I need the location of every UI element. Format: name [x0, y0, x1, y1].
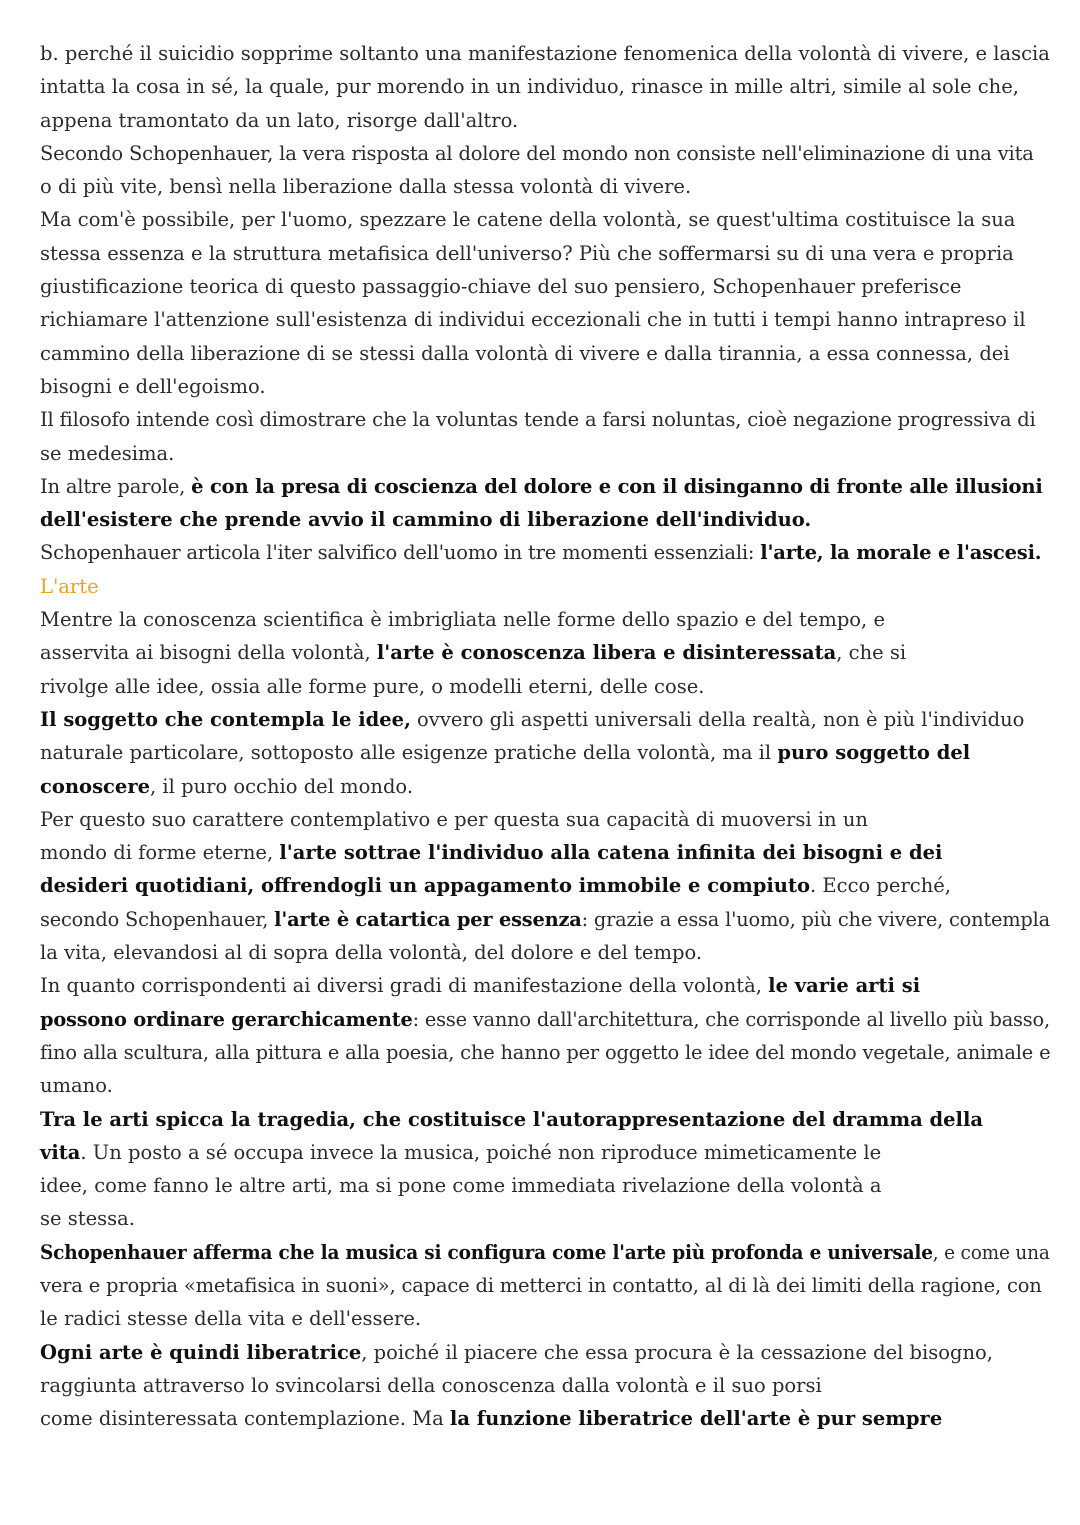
text-segment: . Ecco perché, [810, 874, 951, 898]
bold-text: l'arte è catartica per essenza [274, 907, 582, 931]
text-line [40, 1369, 1050, 1402]
text-segment: come disinteressata contemplazione. Ma [40, 1407, 450, 1431]
text-line [40, 337, 1050, 370]
text-line [40, 1402, 1050, 1435]
text-line [40, 969, 1050, 1002]
text-segment: la vita, elevandosi al di sopra della volontà, del dolore e del tempo. [40, 941, 703, 965]
text-segment: Ma com'è possibile, per l'uomo, spezzare le catene della volontà, se quest'ultima costituisce la sua [40, 208, 1016, 232]
text-line [40, 137, 1050, 170]
text-segment: ovvero gli aspetti universali della realtà, non è più l'individuo [410, 707, 1025, 731]
text-segment: raggiunta attraverso lo svincolarsi della conoscenza dalla volontà e il suo porsi [40, 1373, 822, 1397]
bold-text: conoscere [40, 774, 151, 798]
text-line [40, 1202, 1050, 1235]
text-line [40, 303, 1050, 336]
text-line [40, 437, 1050, 470]
text-line [40, 603, 1050, 636]
text-line [40, 636, 1050, 669]
text-segment: fino alla scultura, alla pittura e alla poesia, che hanno per oggetto le idee del mondo vegetale, animale e [40, 1040, 1051, 1064]
text-segment: Schopenhauer articola l'iter salvifico dell'uomo in tre momenti essenziali: [40, 541, 761, 565]
text-line [40, 536, 1050, 569]
text-segment: : esse vanno dall'architettura, che corrisponde al livello più basso, [412, 1007, 1050, 1031]
text-segment: vera e propria «metafisica in suoni», capace di metterci in contatto, al di là dei limiti della ragione, con [40, 1273, 1042, 1297]
bold-text: puro soggetto del [777, 741, 971, 765]
text-segment: , che si [836, 641, 907, 665]
bold-text: dell'esistere che prende avvio il cammino di liberazione dell'individuo. [40, 508, 812, 532]
bold-text: è con la presa di coscienza del dolore e con il disinganno di fronte alle illusioni [191, 474, 1043, 498]
bold-text: desideri quotidiani, offrendogli un appagamento immobile e compiuto [40, 874, 811, 898]
text-segment: Il filosofo intende così dimostrare che la voluntas tende a farsi noluntas, cioè negazione progressiva di [40, 408, 1036, 432]
text-segment: , il puro occhio del mondo. [150, 774, 414, 798]
text-line [40, 370, 1050, 403]
bold-text: possono ordinare gerarchicamente [40, 1007, 413, 1031]
text-segment: le radici stesse della vita e dell'essere. [40, 1307, 422, 1331]
text-segment: In altre parole, [40, 474, 192, 498]
text-line [40, 670, 1050, 703]
text-segment: umano. [40, 1074, 113, 1098]
text-line [40, 237, 1050, 270]
text-segment: se medesima. [40, 441, 175, 465]
text-segment: : grazie a essa l'uomo, più che vivere, contempla [581, 907, 1050, 931]
bold-text: l'arte è conoscenza libera e disinteressata [376, 641, 837, 665]
text-line [40, 470, 1050, 503]
text-segment: idee, come fanno le altre arti, ma si pone come immediata rivelazione della volontà a [40, 1174, 882, 1198]
text-line [40, 203, 1050, 236]
text-segment: . Un posto a sé occupa invece la musica, poiché non riproduce mimeticamente le [80, 1140, 882, 1164]
text-line [40, 1136, 1050, 1169]
text-line [40, 1336, 1050, 1369]
bold-text: vita [40, 1140, 81, 1164]
text-line [40, 1003, 1050, 1036]
text-line [40, 1036, 1051, 1069]
text-line [40, 37, 1050, 70]
text-line [40, 736, 1050, 769]
text-line [40, 70, 1050, 103]
text-segment: Secondo Schopenhauer, la vera risposta al dolore del mondo non consiste nell'eliminazione di una vita [40, 141, 1034, 165]
section-heading: L'arte [40, 574, 99, 598]
text-segment: Per questo suo carattere contemplativo e per questa sua capacità di muoversi in un [40, 807, 868, 831]
text-line [40, 836, 1050, 869]
text-line [40, 1069, 1050, 1102]
text-segment: b. perché il suicidio sopprime soltanto una manifestazione fenomenica della volontà di vivere, e lascia [40, 42, 1050, 65]
text-segment: , e come una [932, 1240, 1050, 1264]
text-line [40, 869, 1050, 902]
bold-text: l'arte sottrae l'individuo alla catena infinita dei bisogni e dei [279, 841, 943, 865]
text-segment: intatta la cosa in sé, la quale, pur morendo in un individuo, rinasce in mille altri, simile al sole che, [40, 75, 1019, 99]
text-segment: bisogni e dell'egoismo. [40, 374, 266, 398]
text-segment: o di più vite, bensì nella liberazione dalla stessa volontà di vivere. [40, 175, 692, 199]
text-segment: richiamare l'attenzione sull'esistenza di individui eccezionali che in tutti i tempi hanno intrapreso il [40, 308, 1026, 332]
text-segment: asservita ai bisogni della volontà, [40, 641, 377, 665]
bold-text: la funzione liberatrice dell'arte è pur sempre [449, 1407, 943, 1431]
text-line [40, 1169, 1050, 1202]
text-line [40, 1302, 1050, 1335]
text-segment: naturale particolare, sottoposto alle esigenze pratiche della volontà, ma il [40, 741, 778, 765]
text-line [40, 770, 1050, 803]
bold-text: Ogni arte è quindi liberatrice [40, 1340, 362, 1364]
text-segment: appena tramontato da un lato, risorge dall'altro. [40, 108, 519, 132]
text-line [40, 936, 1050, 969]
text-line [40, 270, 1050, 303]
text-segment: giustificazione teorica di questo passaggio-chiave del suo pensiero, Schopenhauer preferisce [40, 275, 962, 299]
document-body [40, 37, 1050, 1435]
text-segment: cammino della liberazione di se stessi dalla volontà di vivere e dalla tirannia, a essa connessa, dei [40, 341, 1010, 365]
text-line [40, 1103, 1050, 1136]
text-segment: se stessa. [40, 1207, 135, 1231]
text-line [40, 104, 1050, 137]
text-line [40, 903, 1050, 936]
text-segment: stessa essenza e la struttura metafisica dell'universo? Più che soffermarsi su di una vera e propria [40, 241, 1014, 265]
text-segment: , poiché il piacere che essa procura è la cessazione del bisogno, [361, 1340, 993, 1364]
bold-text: Schopenhauer afferma che la musica si configura come l'arte più profonda e universale [40, 1240, 933, 1264]
text-segment: secondo Schopenhauer, [40, 907, 275, 931]
text-line [40, 403, 1050, 436]
text-segment: In quanto corrispondenti ai diversi gradi di manifestazione della volontà, [40, 974, 769, 998]
text-line [40, 503, 1050, 536]
text-segment: rivolge alle idee, ossia alle forme pure, o modelli eterni, delle cose. [40, 674, 705, 698]
bold-text: l'arte, la morale e l'ascesi. [760, 541, 1042, 565]
text-line [40, 803, 1050, 836]
text-line [40, 1269, 1050, 1302]
text-line [40, 570, 1050, 603]
text-line [40, 1236, 1050, 1269]
bold-text: Tra le arti spicca la tragedia, che costituisce l'autorappresentazione del dramma della [40, 1107, 983, 1131]
text-segment: mondo di forme eterne, [40, 841, 280, 865]
text-segment: Mentre la conoscenza scientifica è imbrigliata nelle forme dello spazio e del tempo, e [40, 608, 885, 632]
text-line [40, 170, 1050, 203]
bold-text: le varie arti si [768, 974, 921, 998]
bold-text: Il soggetto che contempla le idee, [40, 707, 411, 731]
text-line [40, 703, 1050, 736]
